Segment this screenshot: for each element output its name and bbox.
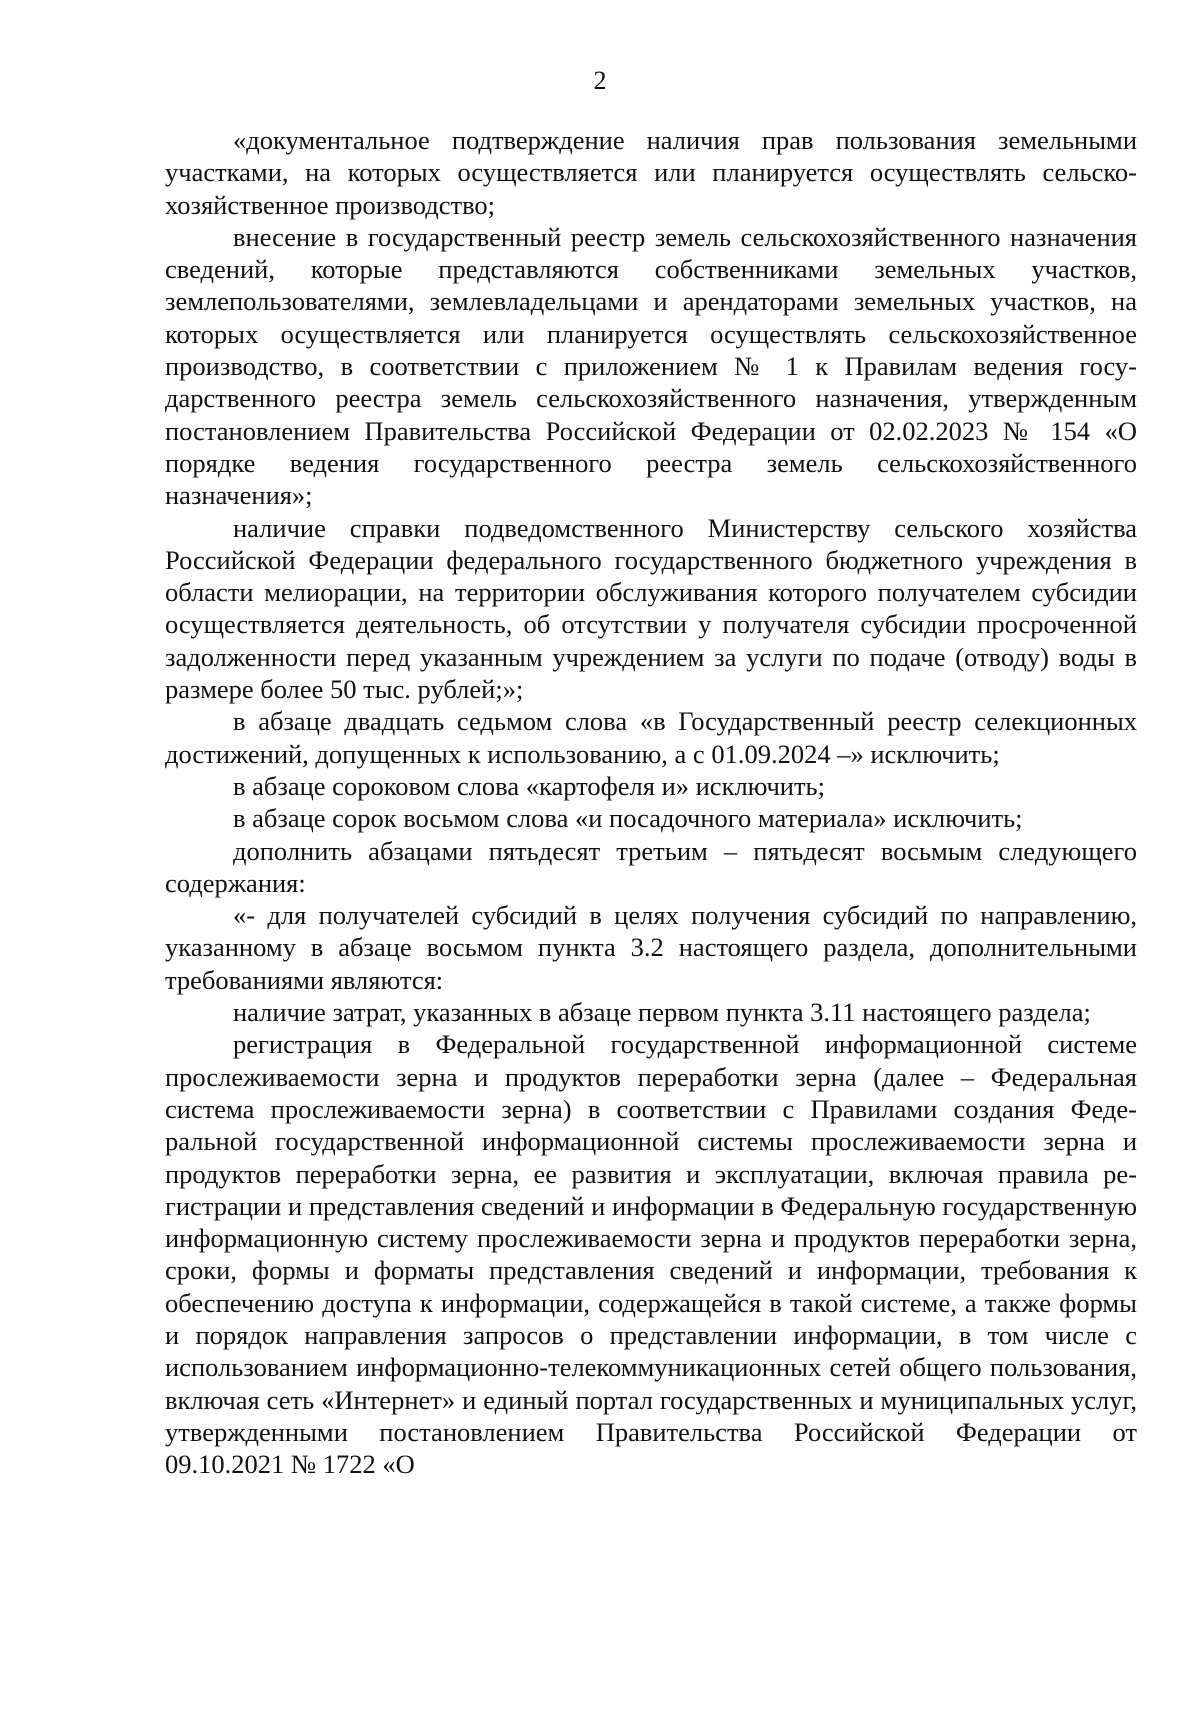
paragraph: внесение в государственный реестр земель сельскохозяйственного назначения сведений, которые представляются собственниками земельных участков, землепользователями, землевладельцами и арендаторами земельных участков, на которых осуществляется или планируется осуществлять сельскохозяйственное производство, в соответствии с приложением № 1 к Правилам ведения государственного реестра земель сельскохозяйственного назначения, утвержденным постановлением Правительства Российской Федерации от 02.02.2023 № 154 «О порядке ведения государственного реестра земель сельскохозяйственного назначения»; xyxy=(165,221,1137,511)
paragraph: дополнить абзацами пятьдесят третьим – пятьдесят восьмым следующего содержания: xyxy=(165,835,1137,898)
paragraph: «- для получателей субсидий в целях получения субсидий по направлению, указанному в абзаце восьмом пункта 3.2 настоящего раздела, дополнительными требованиями являются: xyxy=(165,900,1137,995)
paragraph: «документальное подтверждение наличия прав пользования земельными участками, на которых осуществляется или планируется осуществлять сельскохозяйственное производство; xyxy=(165,125,1137,220)
paragraph: в абзаце сороковом слова «картофеля и» исключить; xyxy=(233,770,825,801)
document-body xyxy=(165,124,1137,1480)
paragraph: наличие затрат, указанных в абзаце первом пункта 3.11 настоящего раздела; xyxy=(233,997,1091,1028)
page-number: 2 xyxy=(593,66,607,95)
paragraph: в абзаце двадцать седьмом слова «в Государственный реестр селекционных достижений, допущенных к использованию, а с 01.09.2024 –» исключить; xyxy=(165,706,1137,769)
paragraph: наличие справки подведомственного Министерству сельского хозяйства Российской Федерации федерального государственного бюджетного учреждения в области мелиорации, на территории обслуживания которого получателем субсидии осуществляется деятельность, об отсутствии у получателя субсидии просроченной задолженности перед указанным учреждением за услуги по подаче (отводу) воды в размере более 50 тыс. рублей;»; xyxy=(165,512,1137,705)
paragraph: в абзаце сорок восьмом слова «и посадочного материала» исключить; xyxy=(233,803,1023,834)
paragraph: регистрация в Федеральной государственной информационной системе прослеживаемости зерна и продуктов переработки зерна (далее – Федеральная система прослеживаемости зерна) в соответствии с Правилами создания Федеральной государственной информационной системы прослеживаемости зерна и продуктов переработки зерна, ее развития и эксплуатации, включая правила регистрации и представления сведений и информации в Федеральную государственную информационную систему прослеживаемости зерна и продуктов переработки зерна, сроки, формы и форматы представления сведений и информации, требования к обеспечению доступа к информации, содержащейся в такой системе, а также формы и порядок направления запросов о представлении информации, в том числе с использованием информационно-телекоммуникационных сетей общего пользования, включая сеть «Интернет» и единый портал государственных и муниципальных услуг, утвержденными постановлением Правительства Российской Федерации от 09.10.2021 № 1722 «О xyxy=(165,1029,1137,1480)
